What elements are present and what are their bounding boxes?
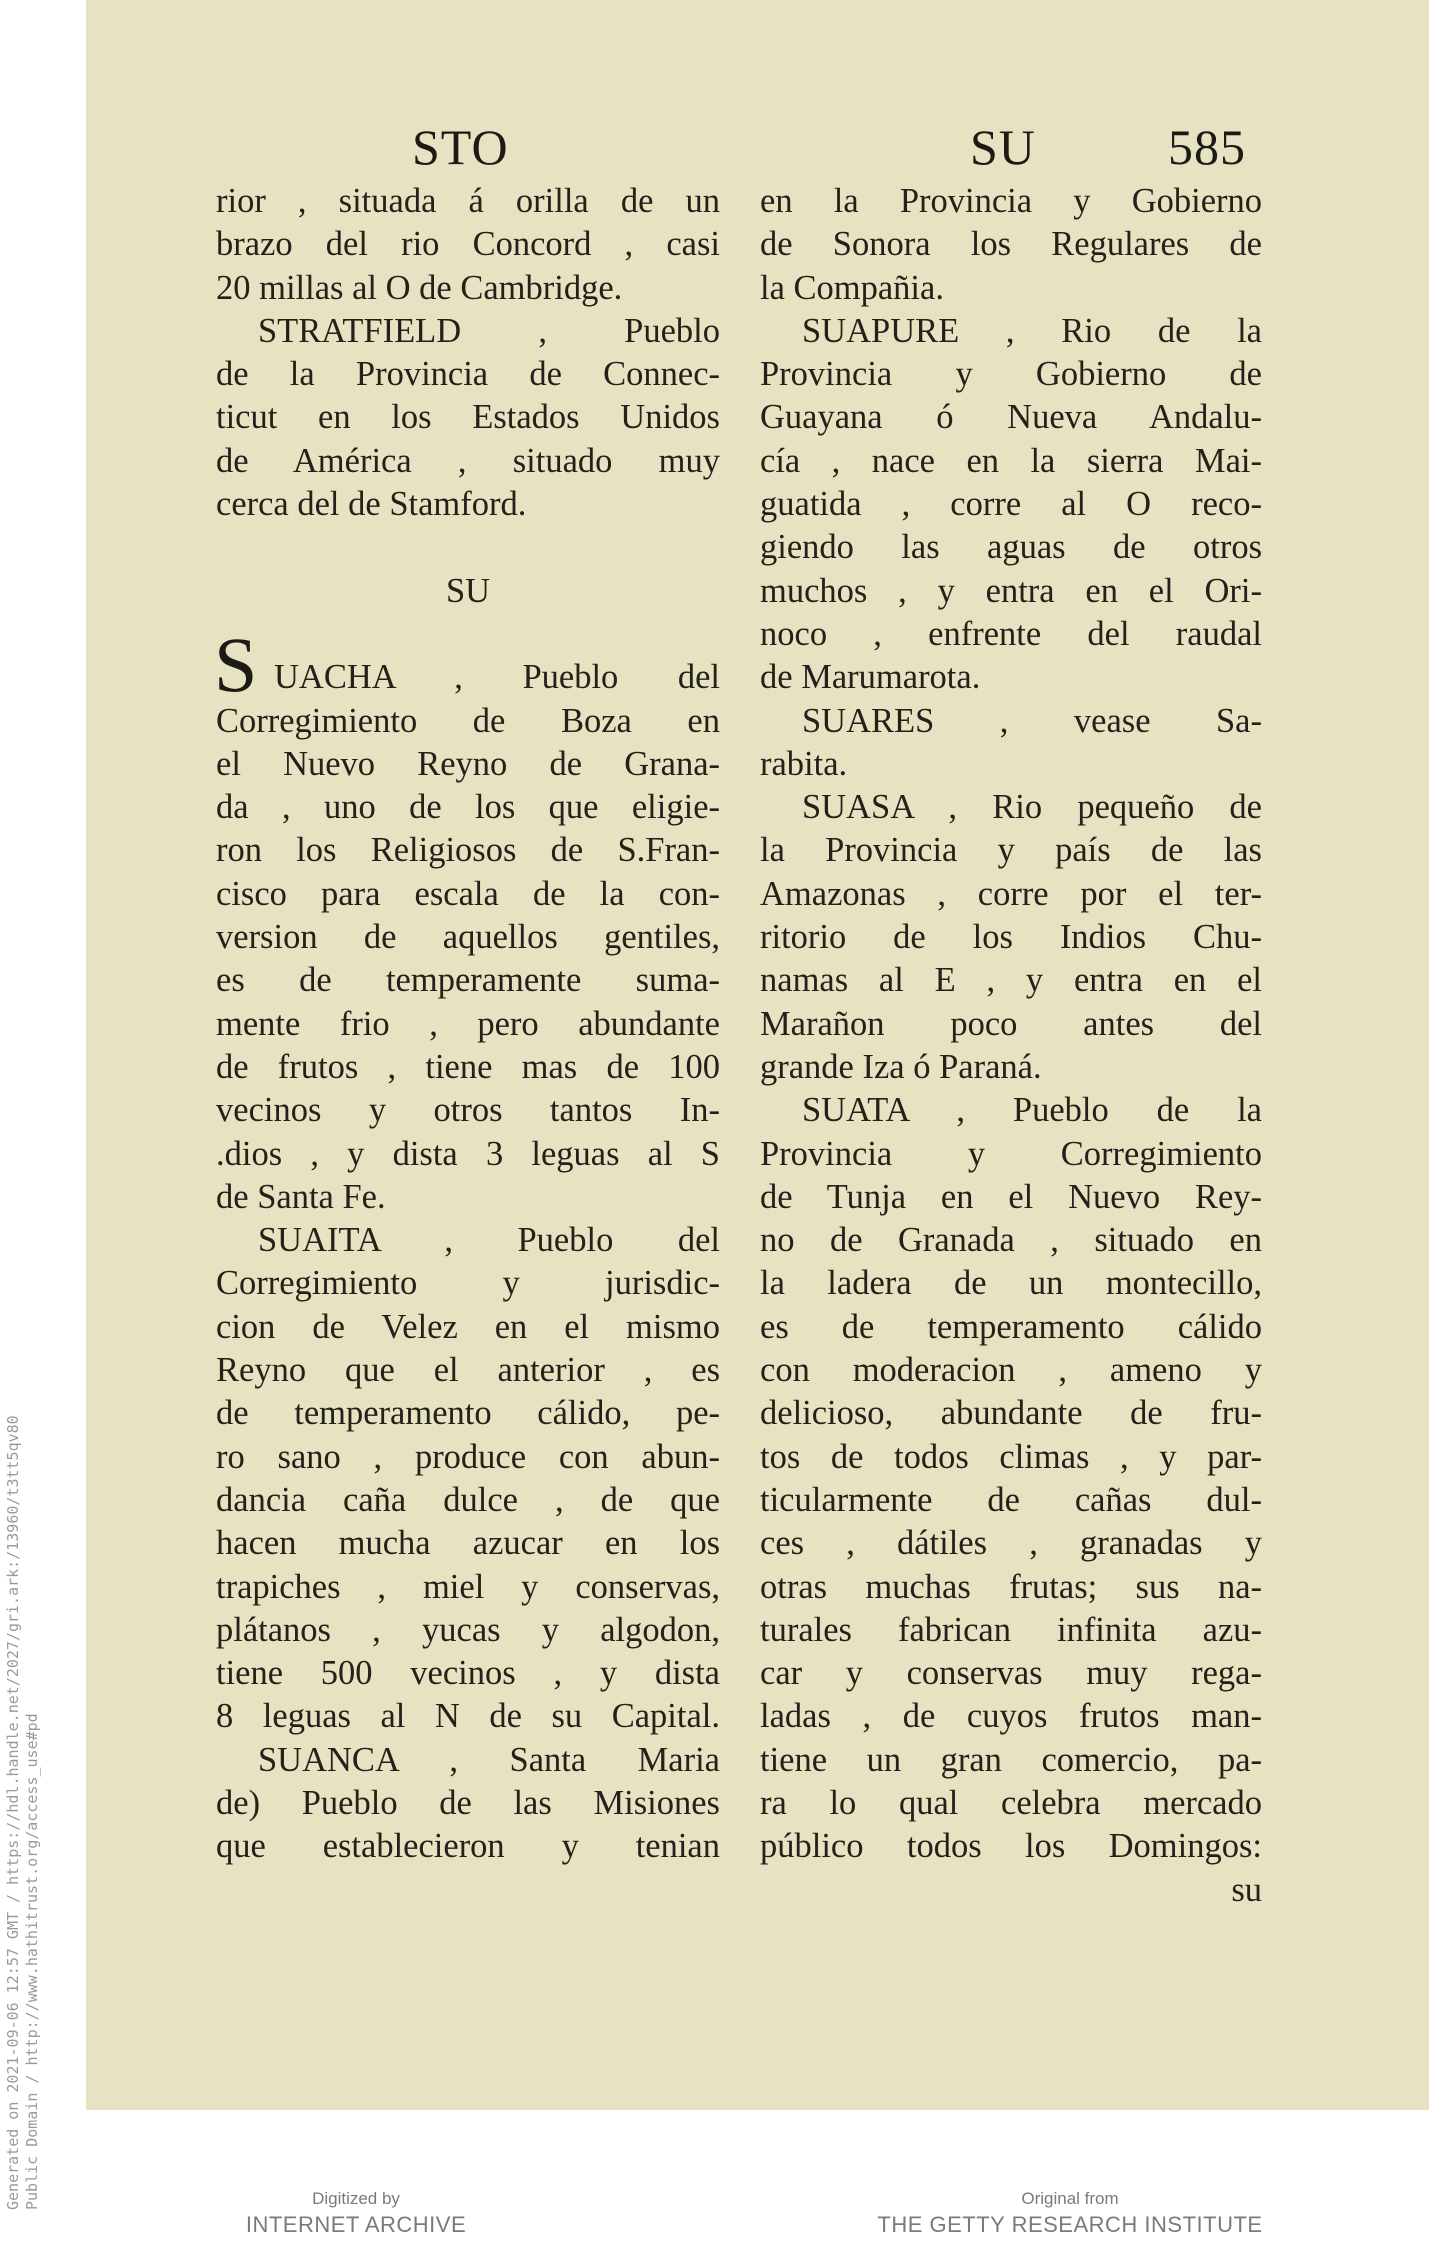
- text-line: 20 millas al O de Cambridge.: [216, 268, 623, 307]
- text-line: de América , situado muy: [216, 441, 720, 480]
- text-line: .dios , y dista 3 leguas al S: [216, 1134, 720, 1173]
- text-line: hacen mucha azucar en los: [216, 1524, 720, 1563]
- text-line: muchos , y entra en el Ori-: [760, 571, 1262, 610]
- text-line: Marañon poco antes del: [760, 1004, 1262, 1043]
- text-line: guatida , corre al O reco-: [760, 485, 1262, 524]
- text-line: es de temperamento cálido: [760, 1307, 1262, 1346]
- entry-heading-line: SUANCA , Santa Maria: [258, 1740, 720, 1779]
- text-line: de la Provincia de Connec-: [216, 355, 720, 394]
- text-line: cion de Velez en el mismo: [216, 1307, 720, 1346]
- text-line: de) Pueblo de las Misiones: [216, 1783, 720, 1822]
- blank-line: [216, 526, 720, 569]
- text-line: rior , situada á orilla de un: [216, 182, 720, 220]
- original-from-credit: [860, 2188, 1280, 2240]
- text-line: la Compañia.: [760, 268, 944, 307]
- generation-stamp: [4, 1415, 42, 2210]
- text-line: car y conservas muy rega-: [760, 1654, 1262, 1693]
- text-line: tiene 500 vecinos , y dista: [216, 1654, 720, 1693]
- text-line: de frutos , tiene mas de 100: [216, 1047, 720, 1086]
- section-heading: SU: [445, 571, 491, 610]
- text-line: Provincia y Gobierno de: [760, 355, 1262, 394]
- text-line: es de temperamente suma-: [216, 961, 720, 1000]
- text-line: turales fabrican infinita azu-: [760, 1610, 1262, 1649]
- entry-heading-line: UACHA , Pueblo del: [274, 658, 720, 697]
- entry-heading-line: STRATFIELD , Pueblo: [258, 311, 720, 350]
- text-line: ces , dátiles , granadas y: [760, 1524, 1262, 1563]
- text-line: delicioso, abundante de fru-: [760, 1394, 1262, 1433]
- text-line: dancia caña dulce , de que: [216, 1480, 720, 1519]
- running-head-center: SU: [970, 119, 1036, 175]
- license-line: Public Domain / http://www.hathitrust.org/access_use#pd: [23, 1713, 41, 2210]
- text-line: el Nuevo Reyno de Grana-: [216, 744, 720, 783]
- text-line: ticularmente de cañas dul-: [760, 1480, 1262, 1519]
- text-line: la ladera de un montecillo,: [760, 1264, 1262, 1303]
- entry-heading-line: SUATA , Pueblo de la: [802, 1091, 1262, 1130]
- text-line: noco , enfrente del raudal: [760, 614, 1262, 653]
- getty-label: THE GETTY RESEARCH INSTITUTE: [877, 2212, 1263, 2237]
- left-column: [216, 180, 720, 1869]
- text-line: ron los Religiosos de S.Fran-: [216, 831, 720, 870]
- text-line: Provincia y Corregimiento: [760, 1134, 1262, 1173]
- text-line: rabita.: [760, 744, 848, 783]
- text-line: de temperamento cálido, pe-: [216, 1394, 720, 1433]
- text-line: Reyno que el anterior , es: [216, 1351, 720, 1390]
- text-line: plátanos , yucas y algodon,: [216, 1610, 720, 1649]
- entry-heading-line: SUARES , vease Sa-: [802, 701, 1262, 740]
- text-line: Amazonas , corre por el ter-: [760, 874, 1262, 913]
- text-line: cisco para escala de la con-: [216, 874, 720, 913]
- entry-heading-line: SUASA , Rio pequeño de: [802, 788, 1262, 827]
- blank-line: [216, 613, 720, 656]
- digitized-by-credit: [206, 2188, 506, 2240]
- drop-cap: S: [214, 621, 258, 708]
- text-line: 8 leguas al N de su Capital.: [216, 1697, 720, 1736]
- text-line: de Tunja en el Nuevo Rey-: [760, 1177, 1262, 1216]
- entry-heading-line: SUAITA , Pueblo del: [258, 1221, 720, 1260]
- text-line: Guayana ó Nueva Andalu-: [760, 398, 1262, 437]
- text-line: tos de todos climas , y par-: [760, 1437, 1262, 1476]
- text-line: en la Provincia y Gobierno: [760, 182, 1262, 220]
- text-line: público todos los Domingos:: [760, 1827, 1262, 1866]
- right-column: [760, 180, 1262, 1912]
- text-line: que establecieron y tenian: [216, 1827, 720, 1866]
- text-line: da , uno de los que eligie-: [216, 788, 720, 827]
- text-line: de Santa Fe.: [216, 1177, 386, 1216]
- text-line: otras muchas frutas; sus na-: [760, 1567, 1262, 1606]
- text-line: ticut en los Estados Unidos: [216, 398, 720, 437]
- text-line: brazo del rio Concord , casi: [216, 225, 720, 264]
- text-line: con moderacion , ameno y: [760, 1351, 1262, 1390]
- text-line: Corregimiento de Boza en: [216, 701, 720, 740]
- text-line: version de aquellos gentiles,: [216, 918, 720, 957]
- text-line: no de Granada , situado en: [760, 1221, 1262, 1260]
- text-line: de Marumarota.: [760, 658, 981, 697]
- text-line: tiene un gran comercio, pa-: [760, 1740, 1262, 1779]
- text-line: trapiches , miel y conservas,: [216, 1567, 720, 1606]
- entry-heading-line: SUAPURE , Rio de la: [802, 311, 1262, 350]
- text-line: cerca del de Stamford.: [216, 485, 527, 524]
- text-line: vecinos y otros tantos In-: [216, 1091, 720, 1130]
- text-line: grande Iza ó Paraná.: [760, 1047, 1042, 1086]
- generation-line: Generated on 2021-09-06 12:57 GMT / https://hdl.handle.net/2027/gri.ark:/13960/t3tt5qv80: [4, 1415, 22, 2210]
- catchword: su: [1231, 1870, 1262, 1909]
- text-line: mente frio , pero abundante: [216, 1004, 720, 1043]
- text-line: giendo las aguas de otros: [760, 528, 1262, 567]
- text-line: ro sano , produce con abun-: [216, 1437, 720, 1476]
- text-line: la Provincia y país de las: [760, 831, 1262, 870]
- text-line: de Sonora los Regulares de: [760, 225, 1262, 264]
- text-line: Corregimiento y jurisdic-: [216, 1264, 720, 1303]
- digitized-by-label: Digitized by: [312, 2189, 400, 2208]
- text-line: namas al E , y entra en el: [760, 961, 1262, 1000]
- text-line: ladas , de cuyos frutos man-: [760, 1697, 1262, 1736]
- page-number: 585: [1168, 119, 1246, 175]
- text-line: ritorio de los Indios Chu-: [760, 918, 1262, 957]
- text-line: cía , nace en la sierra Mai-: [760, 441, 1262, 480]
- original-from-label: Original from: [1021, 2189, 1119, 2208]
- running-head-left: STO: [412, 119, 509, 175]
- internet-archive-label: INTERNET ARCHIVE: [245, 2212, 467, 2237]
- text-line: ra lo qual celebra mercado: [760, 1783, 1262, 1822]
